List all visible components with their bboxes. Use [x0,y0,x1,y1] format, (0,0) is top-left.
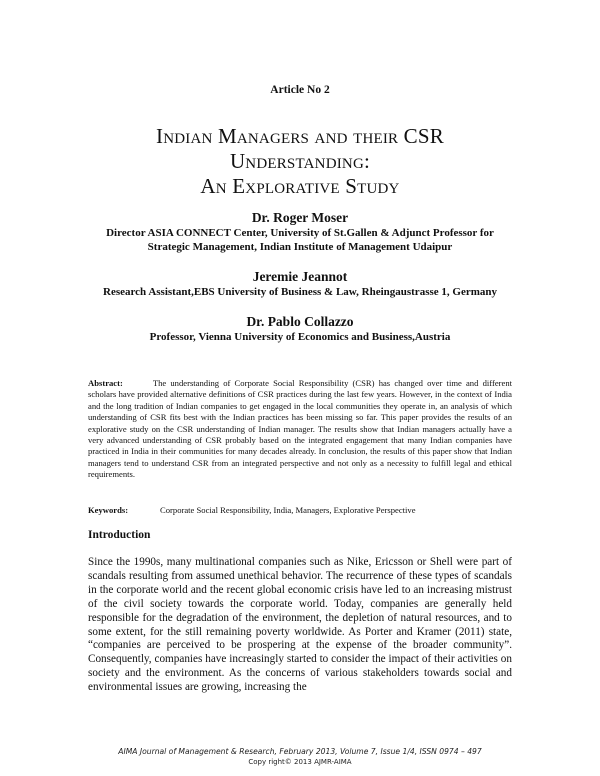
author-name: Jeremie Jeannot [252,269,348,284]
paper-title [0,124,600,199]
author-affiliation: Strategic Management, Indian Institute of Management Udaipur [147,241,453,253]
author-block-1 [0,209,600,254]
author-name: Dr. Roger Moser [251,210,349,225]
title-line-1: Indian Managers and their CSR [156,124,444,148]
abstract [88,378,512,481]
author-name: Dr. Pablo Collazzo [246,314,354,329]
author-block-3 [0,313,600,344]
keywords [88,505,512,516]
footer-journal-line: AIMA Journal of Management & Research, February 2013, Volume 7, Issue 1/4, ISSN 0974 – 497 [118,747,482,756]
abstract-text: The understanding of Corporate Social Responsibility (CSR) has changed over time and different scholars have provided alternative definitions of CSR practices during the last few years. However, in the context of India and the long tradition of Indian companies to get engaged in the local communities they operate in, an analysis of which understanding of CSR fits best with the Indian practices has been missing so far. This paper provides the results of an explorative study on the CSR understanding of Indian manager. The results show that Indian managers actually have a very advanced understanding of CSR probably based on the integrated engagement that many Indian companies have practiced in India in their communities for many decades already. In conclusion, the results of this paper show that Indian managers tend to understand CSR from an integrated perspective and not only as a necessity to fulfill legal and ethical requirements. [88,378,512,480]
title-line-3: An Explorative Study [200,174,400,198]
title-line-2: Understanding: [229,149,371,173]
abstract-label: Abstract: [88,378,123,388]
article-number: Article No 2 [270,84,330,96]
author-affiliation: Director ASIA CONNECT Center, University of St.Gallen & Adjunct Professor for [106,227,494,239]
footer-copyright: Copy right© 2013 AJMR-AIMA [248,758,352,766]
keywords-label: Keywords: [88,505,129,515]
author-block-2 [0,268,600,299]
introduction-text: Since the 1990s, many multinational companies such as Nike, Ericsson or Shell were part of scandals resulting from assumed unethical behavior. The recurrence of these types of scandals in the corporate world and the recent global economic crisis have led to an increasing mistrust of the civil society towards the corporate world. Today, companies are generally held responsible for the degradation of the environment, the depletion of natural resources, and to some extent, for the still remaining poverty worldwide. As Porter and Kramer (2011) state, “companies are perceived to be prospering at the expense of the broader community”. Consequently, companies have increasingly started to consider the impact of their activities on society and the environment. As the concerns of various stakeholders towards social and environmental issues are growing, increasing the [88,556,512,694]
author-affiliation: Professor, Vienna University of Economics and Business,Austria [149,331,451,343]
introduction-heading: Introduction [88,529,151,541]
author-affiliation: Research Assistant,EBS University of Business & Law, Rheingaustrasse 1, Germany [103,286,497,298]
keywords-text: Corporate Social Responsibility, India, Managers, Explorative Perspective [160,505,416,515]
